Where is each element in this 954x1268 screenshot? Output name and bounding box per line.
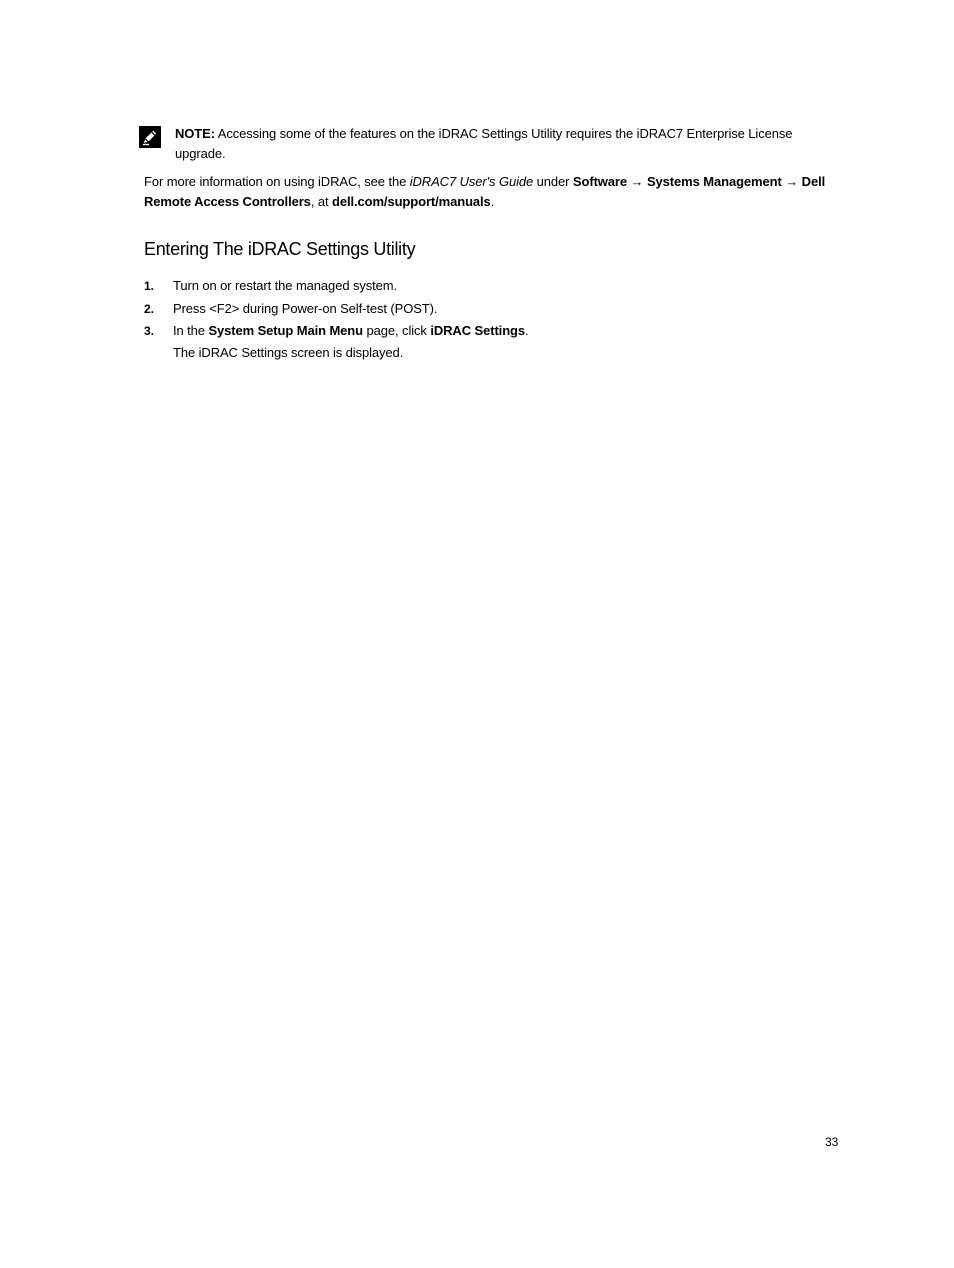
note-body: Accessing some of the features on the iDRAC Settings Utility requires the iDRAC7 Enterprise License upgrade. — [175, 126, 793, 161]
pencil-note-icon — [139, 126, 161, 148]
step-item — [144, 321, 834, 344]
menu-idrac-settings: iDRAC Settings — [430, 323, 526, 338]
support-url: dell.com/support/manuals — [332, 193, 491, 209]
step-result: The iDRAC Settings screen is displayed. — [173, 345, 404, 360]
info-text: . — [490, 193, 495, 209]
step-text-part: page, click — [363, 323, 431, 338]
step-item — [144, 299, 834, 322]
step-text — [173, 321, 529, 341]
step-item — [144, 276, 834, 299]
info-paragraph — [144, 172, 834, 211]
menu-path-drac: Dell Remote Access Controllers — [144, 174, 826, 209]
guide-title: iDRAC7 User's Guide — [409, 174, 534, 189]
info-text: under — [533, 174, 573, 189]
step-number: 2. — [144, 301, 154, 316]
menu-path-software: Software — [572, 174, 628, 189]
step-text-part: . — [525, 323, 529, 338]
menu-path-systems-management: Systems Management — [646, 174, 782, 189]
step-number: 3. — [144, 324, 154, 338]
step-text-part: In the — [173, 323, 209, 338]
info-text: , at — [310, 193, 332, 209]
menu-system-setup-main-menu: System Setup Main Menu — [208, 323, 363, 338]
arrow: → — [781, 174, 802, 189]
section-heading: Entering The iDRAC Settings Utility — [144, 239, 416, 259]
info-text: For more information on using iDRAC, see the — [144, 174, 410, 189]
step-text: Press <F2> during Power-on Self-test (POST). — [173, 300, 438, 316]
arrow: → — [627, 174, 647, 189]
note-label: NOTE: — [175, 126, 215, 141]
steps-list — [144, 276, 834, 344]
page-number: 33 — [825, 1135, 839, 1149]
step-number: 1. — [144, 279, 154, 293]
step-text: Turn on or restart the managed system. — [173, 278, 398, 293]
note-text — [175, 124, 825, 163]
